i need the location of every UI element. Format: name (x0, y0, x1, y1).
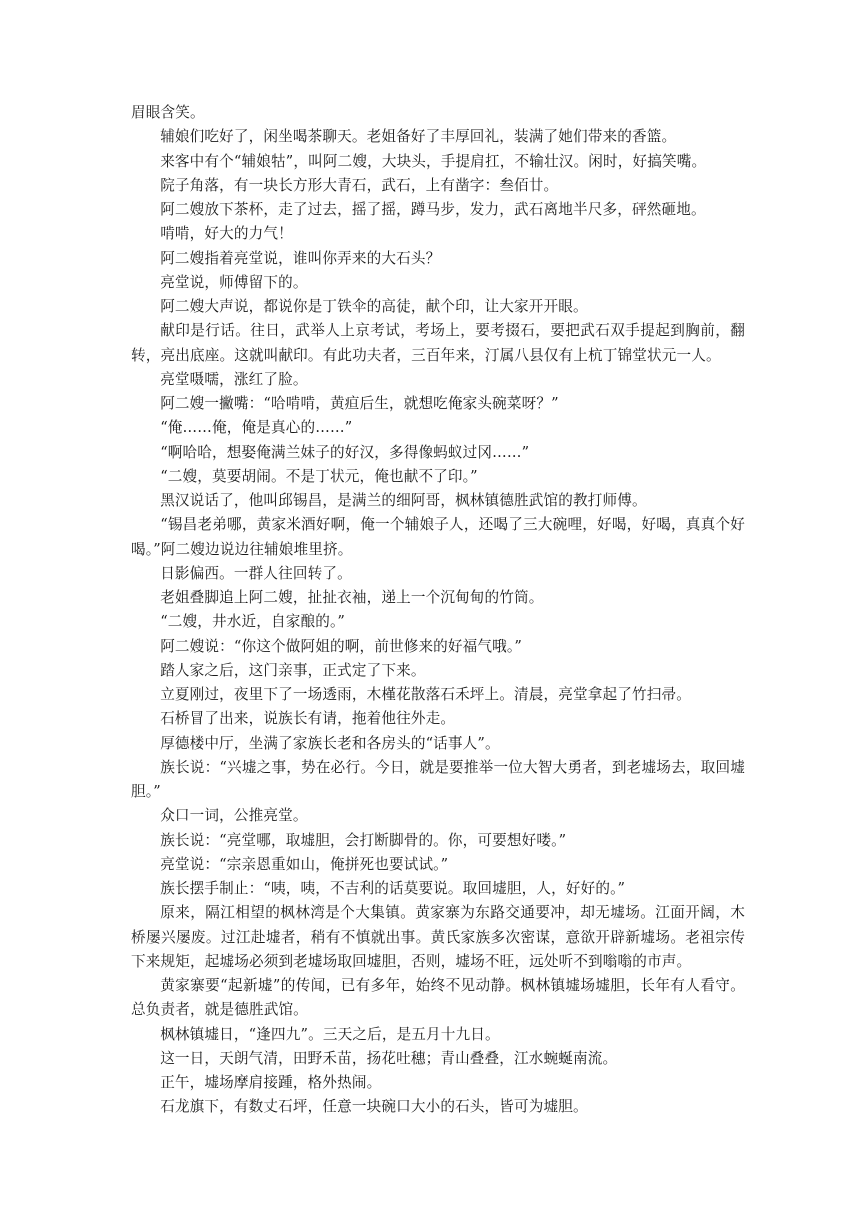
paragraph: 献印是行话。往日，武举人上京考试，考场上，要考掇石，要把武石双手提起到胸前，翻转，亮出底座。这就叫献印。有此功夫者，三百年来，汀属八县仅有上杭丁锦堂状元一人。 (131, 322, 745, 364)
paragraph: 日影偏西。一群人往回转了。 (160, 564, 352, 582)
paragraph: 亮堂说：“宗亲恩重如山，俺拼死也要试试。” (160, 855, 449, 873)
paragraph: 阿二嫂大声说，都说你是丁铁伞的高徒，献个印，让大家开开眼。 (160, 298, 588, 315)
paragraph: 眉眼含笑。 (131, 104, 205, 121)
paragraph: 族长说：“亮堂哪，取墟胆，会打断脚骨的。你，可要想好喽。” (160, 831, 567, 849)
paragraph: 石龙旗下，有数丈石坪，任意一块碗口大小的石头，皆可为墟胆。 (160, 1098, 588, 1116)
paragraph: 石桥冒了出来，说族长有请，拖着他往外走。 (160, 710, 456, 728)
paragraph: 枫林镇墟日，“逢四九”。三天之后，是五月十九日。 (160, 1025, 500, 1043)
paragraph: 阿二嫂一撇嘴：“哈啃啃，黄疸后生，就想吃俺家头碗菜呀？” (160, 395, 559, 412)
paragraph: “二嫂，莫要胡闹。不是丁状元，俺也献不了印。” (160, 467, 478, 485)
paragraph: 原来，隔江相望的枫林湾是个大集镇。黄家寨为东路交通要冲，却无墟场。江面开阔，木桥屡兴屡废。过江赴墟者，稍有不慎就出事。黄氏家族多次密谋，意欲开辟新墟场。老祖宗传下来规矩，起墟场必须到老墟场取回墟胆，否则，墟场不旺，远处听不到嗡嗡的市声。 (131, 904, 745, 970)
paragraph: 阿二嫂说：“你这个做阿姐的啊，前世修来的好福气哦。” (160, 637, 522, 655)
paragraph: 黄家寨要“起新墟”的传闻，已有多年，始终不见动静。枫林镇墟场墟胆，长年有人看守。总负责者，就是德胜武馆。 (131, 977, 745, 1019)
paragraph: 啃啃，好大的力气！ (160, 225, 293, 243)
paragraph: 众口一词，公推亮堂。 (160, 807, 308, 825)
paragraph: 族长摆手制止：“咦，咦，不吉利的话莫要说。取回墟胆，人，好好的。” (160, 880, 626, 897)
paragraph: 族长说：“兴墟之事，势在必行。今日，就是要推举一位大智大勇者，到老墟场去，取回墟胆。” (131, 758, 745, 800)
paragraph: 阿二嫂放下茶杯，走了过去，摇了摇，蹲马步，发力，武石离地半尺多，砰然砸地。 (160, 201, 706, 218)
paragraph: “二嫂，井水近，自家酿的。” (160, 613, 346, 631)
paragraph: 老姐叠脚追上阿二嫂，扯扯衣袖，递上一个沉甸甸的竹筒。 (160, 589, 544, 606)
paragraph: 辅娘们吃好了，闲坐喝茶聊天。老姐备好了丰厚回礼，装满了她们带来的香篮。 (160, 128, 677, 146)
paragraph: 阿二嫂指着亮堂说，谁叫你弄来的大石头？ (160, 249, 441, 267)
paragraph: 这一日，天朗气清，田野禾苗，扬花吐穗；青山叠叠，江水蜿蜒南流。 (160, 1049, 618, 1067)
paragraph: 踏人家之后，这门亲事，正式定了下来。 (160, 661, 426, 679)
paragraph: 立夏刚过，夜里下了一场透雨，木槿花散落石禾坪上。清晨，亮堂拿起了竹扫帚。 (160, 686, 691, 703)
paragraph: 亮堂嗫嚅，涨红了脸。 (160, 370, 308, 388)
paragraph: 黑汉说话了，他叫邱锡昌，是满兰的细阿哥，枫林镇德胜武馆的教打师傅。 (160, 492, 647, 509)
paragraph: 正午，墟场摩肩接踵，格外热闹。 (160, 1074, 382, 1091)
paragraph: 亮堂说，师傅留下的。 (160, 273, 308, 291)
paragraph: 院子角落，有一块长方形大青石，武石，上有凿字：叁佰廿。 (160, 176, 559, 194)
paragraph: “锡昌老弟哪，黄家米酒好啊，俺一个辅娘子人，还喝了三大碗哩，好喝，好喝，真真个好喝。”阿二嫂边说边往辅娘堆里挤。 (131, 516, 745, 558)
paragraph: 来客中有个“辅娘牯”，叫阿二嫂，大块头，手提肩扛，不输壮汉。闲时，好搞笑嘴。 (160, 152, 707, 170)
paragraph: 厚德楼中厅，坐满了家族长老和各房头的“话事人”。 (160, 734, 500, 752)
paragraph: “啊哈哈，想娶俺满兰妹子的好汉，多得像蚂蚁过冈……” (160, 443, 530, 461)
body-text (131, 101, 745, 1120)
paragraph: “俺……俺，俺是真心的……” (160, 419, 353, 437)
